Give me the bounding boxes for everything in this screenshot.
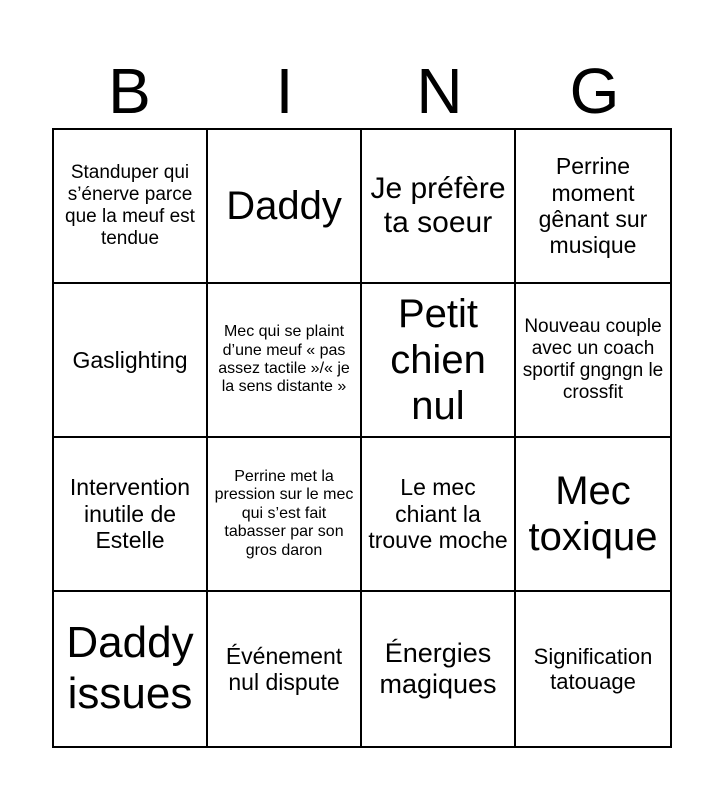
bingo-cell-text: Mec qui se plaint d’une meuf « pas assez tactile »/« je la sens distante » — [218, 323, 350, 396]
bingo-cell-text: Signification tatouage — [533, 643, 653, 694]
bingo-cell[interactable] — [362, 284, 516, 438]
bingo-cell[interactable] — [362, 592, 516, 746]
bingo-cell[interactable] — [208, 130, 362, 284]
bingo-cell-text: Petit chien nul — [390, 292, 486, 428]
bingo-cell-text: Énergies magiques — [379, 637, 497, 699]
bingo-cell[interactable] — [54, 592, 208, 746]
bingo-cell-text: Événement nul dispute — [225, 642, 343, 695]
bingo-cell-text: Mec toxique — [528, 469, 658, 559]
bingo-cell-text: Nouveau couple avec un coach sportif gngngn le crossfit — [522, 316, 664, 403]
bingo-cell-text: Perrine met la pression sur le mec qui s’est fait tabasser par son gros daron — [214, 468, 354, 559]
bingo-cell[interactable] — [54, 284, 208, 438]
bingo-cell[interactable] — [208, 438, 362, 592]
bingo-cell-text: Gaslighting — [72, 346, 188, 373]
bingo-cell-text: Standuper qui s’énerve parce que la meuf est tendue — [65, 162, 195, 249]
bingo-cell[interactable] — [208, 284, 362, 438]
bingo-cell-text: Le mec chiant la trouve moche — [368, 474, 508, 554]
header-letter-g: G — [569, 55, 620, 127]
bingo-cell[interactable] — [362, 130, 516, 284]
bingo-cell[interactable] — [54, 438, 208, 592]
bingo-cell-text: Daddy — [226, 184, 342, 228]
bingo-cell-text: Intervention inutile de Estelle — [69, 474, 191, 554]
bingo-cell[interactable] — [516, 592, 670, 746]
bingo-cell[interactable] — [54, 130, 208, 284]
header-letter-i: I — [275, 55, 294, 127]
bingo-cell-text: Perrine moment gênant sur musique — [538, 153, 648, 259]
bingo-board — [52, 128, 672, 748]
bingo-cell[interactable] — [362, 438, 516, 592]
bingo-cell[interactable] — [516, 438, 670, 592]
header-letter-b: B — [108, 55, 151, 127]
bingo-header — [52, 56, 672, 126]
header-letter-n: N — [416, 55, 463, 127]
bingo-cell[interactable] — [516, 284, 670, 438]
bingo-cell-text: Daddy issues — [66, 618, 194, 718]
bingo-cell[interactable] — [516, 130, 670, 284]
bingo-cell-text: Je préfère ta soeur — [370, 171, 506, 239]
bingo-cell[interactable] — [208, 592, 362, 746]
